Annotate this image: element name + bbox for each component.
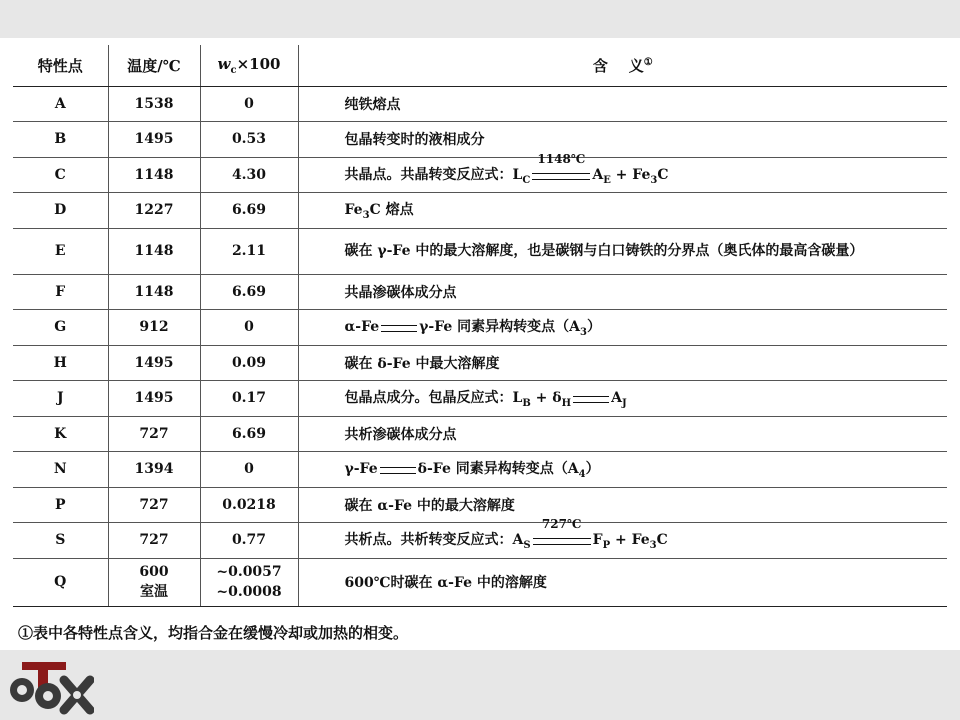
cell-temp: 1227 (108, 193, 200, 229)
cell-temp: 1148 (108, 274, 200, 310)
cell-wc: 0.53 (200, 122, 298, 158)
header-meaning: 含 义① (298, 45, 947, 86)
cell-point: K (13, 416, 108, 452)
cell-wc: 0.17 (200, 381, 298, 417)
cell-wc: 6.69 (200, 274, 298, 310)
equilibrium-arrow-icon (573, 391, 609, 405)
cell-meaning: α-Fe γ-Fe 同素异构转变点$(A_3)$ (298, 310, 947, 346)
cell-meaning: 共析渗碳体成分点 (298, 416, 947, 452)
cell-temp: 727 (108, 416, 200, 452)
cell-wc: 6.69 (200, 416, 298, 452)
cell-meaning: 共析点。共析转变反应式：$A_S$ 727℃ $F_P + Fe_3C$ (298, 523, 947, 559)
table-row (13, 228, 947, 274)
table-row (13, 274, 947, 310)
cell-point: J (13, 381, 108, 417)
cell-temp: 1495 (108, 381, 200, 417)
table-row (13, 86, 947, 122)
cell-temp: 1394 (108, 452, 200, 488)
equilibrium-arrow-icon: 1148℃ (532, 168, 590, 182)
cell-wc: 0.0218 (200, 487, 298, 523)
cell-point: G (13, 310, 108, 346)
cell-point: E (13, 228, 108, 274)
table-header-row (13, 45, 947, 86)
cell-meaning: 包晶点成分。包晶反应式：$L_B + \delta_H$ $A_J$ (298, 381, 947, 417)
equilibrium-arrow-icon (381, 320, 417, 334)
cell-point: A (13, 86, 108, 122)
table-row (13, 416, 947, 452)
brand-logo-icon (8, 660, 94, 716)
cell-point: B (13, 122, 108, 158)
header-temperature: 温度/℃ (108, 45, 200, 86)
table-row (13, 523, 947, 559)
cell-temp: 1148 (108, 228, 200, 274)
cell-wc: 0.09 (200, 345, 298, 381)
cell-point: D (13, 193, 108, 229)
cell-point: F (13, 274, 108, 310)
cell-point: P (13, 487, 108, 523)
header-carbon-content: $w_c\times 100$ (200, 45, 298, 86)
top-band (0, 0, 960, 38)
cell-meaning: $Fe_3C$ 熔点 (298, 193, 947, 229)
cell-temp: 727 (108, 487, 200, 523)
footnote: ①表中各特性点含义，均指合金在缓慢冷却或加热的相变。 (18, 624, 409, 642)
iron-carbon-points-table (13, 45, 947, 607)
equilibrium-arrow-icon: 727℃ (533, 533, 591, 547)
cell-wc: 0 (200, 86, 298, 122)
cell-temp: 727 (108, 523, 200, 559)
cell-temp: 1495 (108, 122, 200, 158)
cell-wc: 6.69 (200, 193, 298, 229)
table-row (13, 193, 947, 229)
table-row (13, 157, 947, 193)
table-row (13, 487, 947, 523)
table-row (13, 381, 947, 417)
cell-temp: 1148 (108, 157, 200, 193)
cell-point: H (13, 345, 108, 381)
cell-meaning: 包晶转变时的液相成分 (298, 122, 947, 158)
cell-wc: 0 (200, 310, 298, 346)
cell-meaning: 碳在 γ-Fe 中的最大溶解度，也是碳钢与白口铸铁的分界点（奥氏体的最高含碳量） (298, 228, 947, 274)
cell-point: C (13, 157, 108, 193)
cell-wc: 4.30 (200, 157, 298, 193)
cell-meaning: 碳在 δ-Fe 中最大溶解度 (298, 345, 947, 381)
bottom-band (0, 650, 960, 720)
cell-meaning: 共晶渗碳体成分点 (298, 274, 947, 310)
table-row (13, 122, 947, 158)
cell-point: Q (13, 558, 108, 606)
cell-meaning: γ-Fe δ-Fe 同素异构转变点$(A_4)$ (298, 452, 947, 488)
cell-temp: 1495 (108, 345, 200, 381)
cell-meaning: 纯铁熔点 (298, 86, 947, 122)
table-row (13, 452, 947, 488)
equilibrium-arrow-icon (380, 462, 416, 476)
cell-meaning: 600℃时碳在 α-Fe 中的溶解度 (298, 558, 947, 606)
cell-temp: 912 (108, 310, 200, 346)
cell-wc: 0 (200, 452, 298, 488)
cell-temp: 1538 (108, 86, 200, 122)
cell-wc: ~0.0057 ~0.0008 (200, 558, 298, 606)
cell-wc: 0.77 (200, 523, 298, 559)
cell-temp: 600 室温 (108, 558, 200, 606)
cell-wc: 2.11 (200, 228, 298, 274)
table-row (13, 345, 947, 381)
cell-point: N (13, 452, 108, 488)
cell-point: S (13, 523, 108, 559)
cell-meaning: 碳在 α-Fe 中的最大溶解度 (298, 487, 947, 523)
table-row (13, 310, 947, 346)
cell-meaning: 共晶点。共晶转变反应式：$L_C$ 1148℃ $A_E + Fe_3C$ (298, 157, 947, 193)
table-row (13, 558, 947, 606)
header-point: 特性点 (13, 45, 108, 86)
